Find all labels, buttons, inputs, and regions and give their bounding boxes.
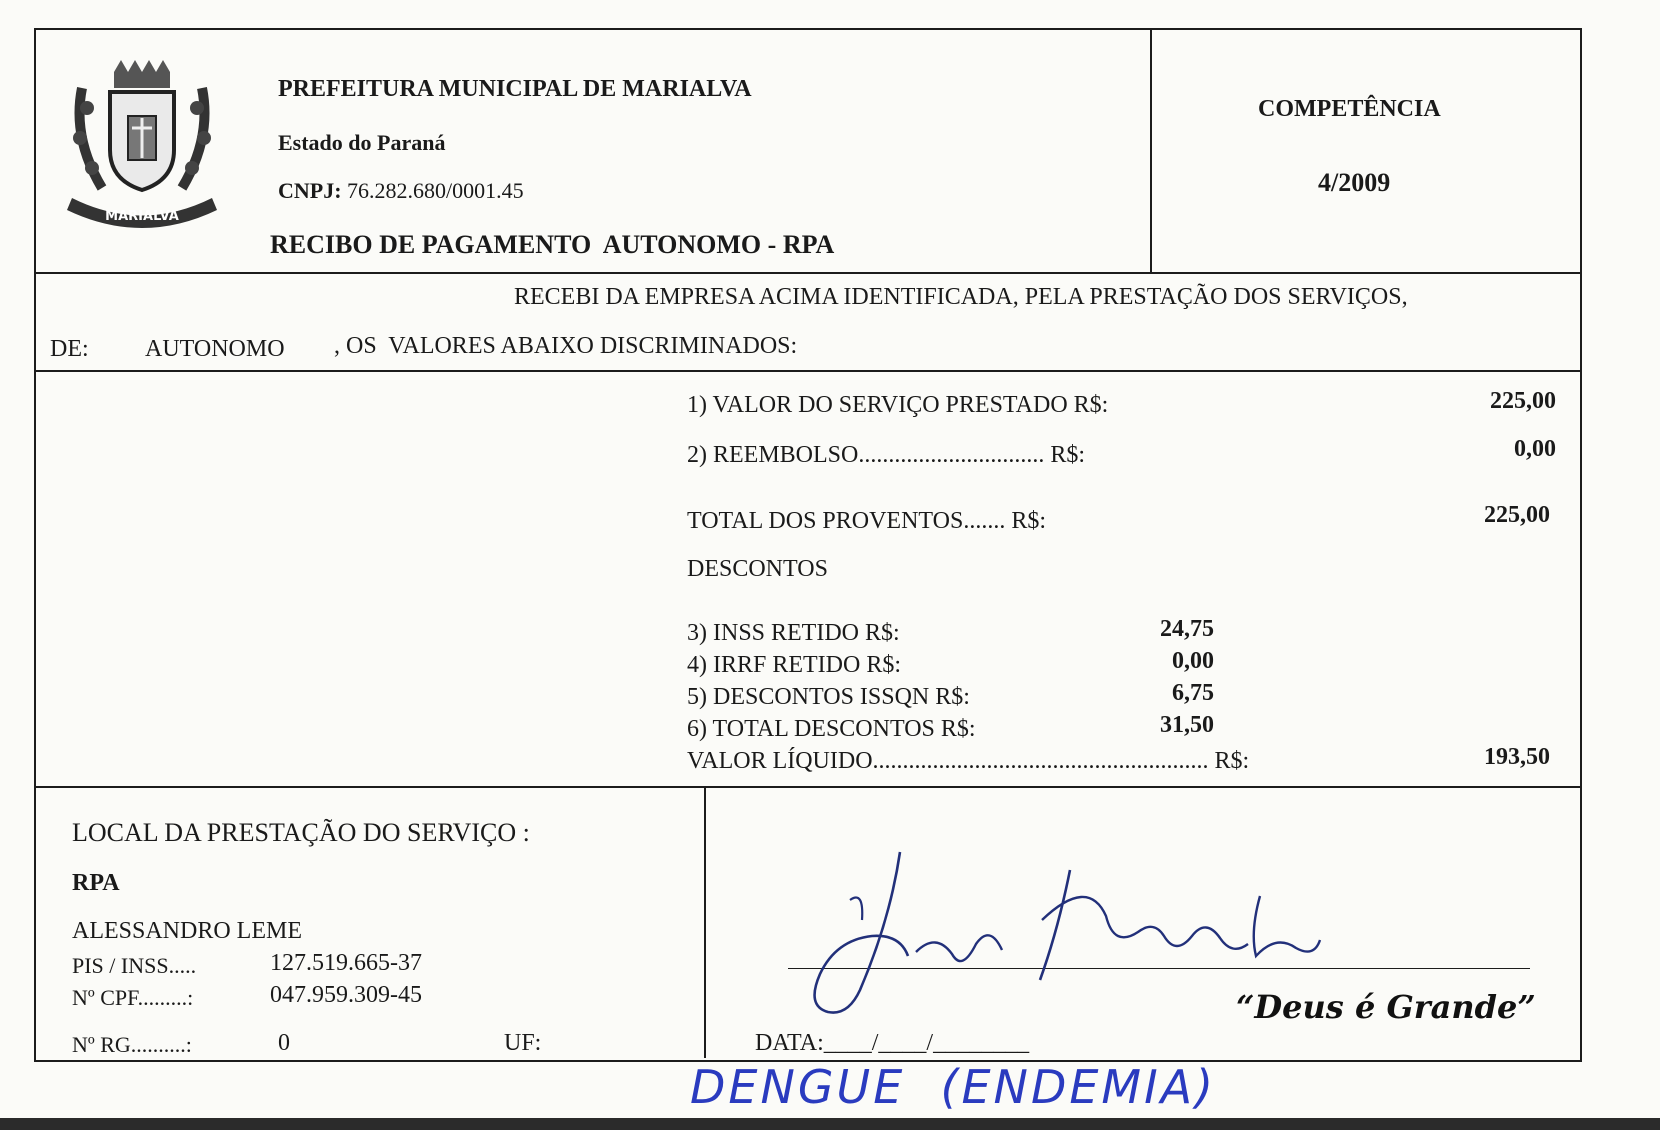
competencia-label: COMPETÊNCIA	[1258, 96, 1441, 122]
header-divider	[1150, 28, 1152, 272]
date-field: DATA:____/____/________	[755, 1030, 1030, 1056]
pis-value: 127.519.665-37	[270, 950, 422, 976]
item5-value: 6,75	[1172, 680, 1214, 706]
item6-value: 31,50	[1160, 712, 1214, 738]
handwritten-note: DENGUE (ENDEMIA)	[690, 1060, 1217, 1114]
statement-bottom-rule	[34, 370, 1580, 372]
total-proventos-label: TOTAL DOS PROVENTOS....... R$:	[687, 508, 1047, 534]
state-name: Estado do Paraná	[278, 130, 446, 155]
statement-line1: RECEBI DA EMPRESA ACIMA IDENTIFICADA, PELA PRESTAÇÃO DOS SERVIÇOS,	[514, 284, 1408, 310]
local-label: LOCAL DA PRESTAÇÃO DO SERVIÇO :	[72, 818, 530, 847]
valor-liquido-value: 193,50	[1484, 744, 1550, 770]
crest-banner-text: MARIALVA	[105, 209, 179, 224]
valor-liquido-label: VALOR LÍQUIDO........................................................ R$:	[687, 748, 1250, 774]
org-name: PREFEITURA MUNICIPAL DE MARIALVA	[278, 76, 752, 102]
item3-value: 24,75	[1160, 616, 1214, 642]
motto-stamp: “Deus é Grande”	[1236, 988, 1536, 1026]
cpf-value: 047.959.309-45	[270, 982, 422, 1008]
de-value: AUTONOMO	[145, 336, 285, 362]
item3-label: 3) INSS RETIDO R$:	[687, 620, 900, 646]
item4-value: 0,00	[1172, 648, 1214, 674]
descontos-heading: DESCONTOS	[687, 556, 828, 582]
de-label: DE:	[50, 336, 89, 362]
values-bottom-rule	[34, 786, 1580, 788]
uf-label: UF:	[504, 1030, 542, 1056]
statement-line2: , OS VALORES ABAIXO DISCRIMINADOS:	[334, 333, 798, 359]
item6-label: 6) TOTAL DESCONTOS R$:	[687, 716, 976, 742]
competencia-value: 4/2009	[1318, 168, 1391, 197]
header-bottom-rule	[34, 272, 1580, 274]
document-title: RECIBO DE PAGAMENTO AUTONOMO - RPA	[270, 230, 835, 259]
cnpj-value: 76.282.680/0001.45	[347, 178, 524, 203]
item1-label: 1) VALOR DO SERVIÇO PRESTADO R$:	[687, 392, 1109, 418]
rg-value: 0	[278, 1030, 290, 1056]
local-value: RPA	[72, 870, 120, 896]
total-proventos-value: 225,00	[1484, 502, 1550, 528]
cnpj-label: CNPJ:	[278, 178, 342, 203]
item4-label: 4) IRRF RETIDO R$:	[687, 652, 902, 678]
item5-label: 5) DESCONTOS ISSQN R$:	[687, 684, 970, 710]
scan-edge-strip	[0, 1118, 1660, 1130]
item1-value: 225,00	[1490, 388, 1556, 414]
provider-name: ALESSANDRO LEME	[72, 918, 303, 944]
cpf-label: Nº CPF.........:	[72, 985, 194, 1010]
cnpj-line	[278, 178, 524, 204]
footer-divider	[704, 786, 706, 1058]
municipal-crest-icon	[52, 48, 232, 228]
item2-label: 2) REEMBOLSO............................... R$:	[687, 442, 1086, 468]
item2-value: 0,00	[1514, 436, 1556, 462]
rg-label: Nº RG..........:	[72, 1032, 192, 1057]
pis-label: PIS / INSS.....	[72, 953, 197, 978]
